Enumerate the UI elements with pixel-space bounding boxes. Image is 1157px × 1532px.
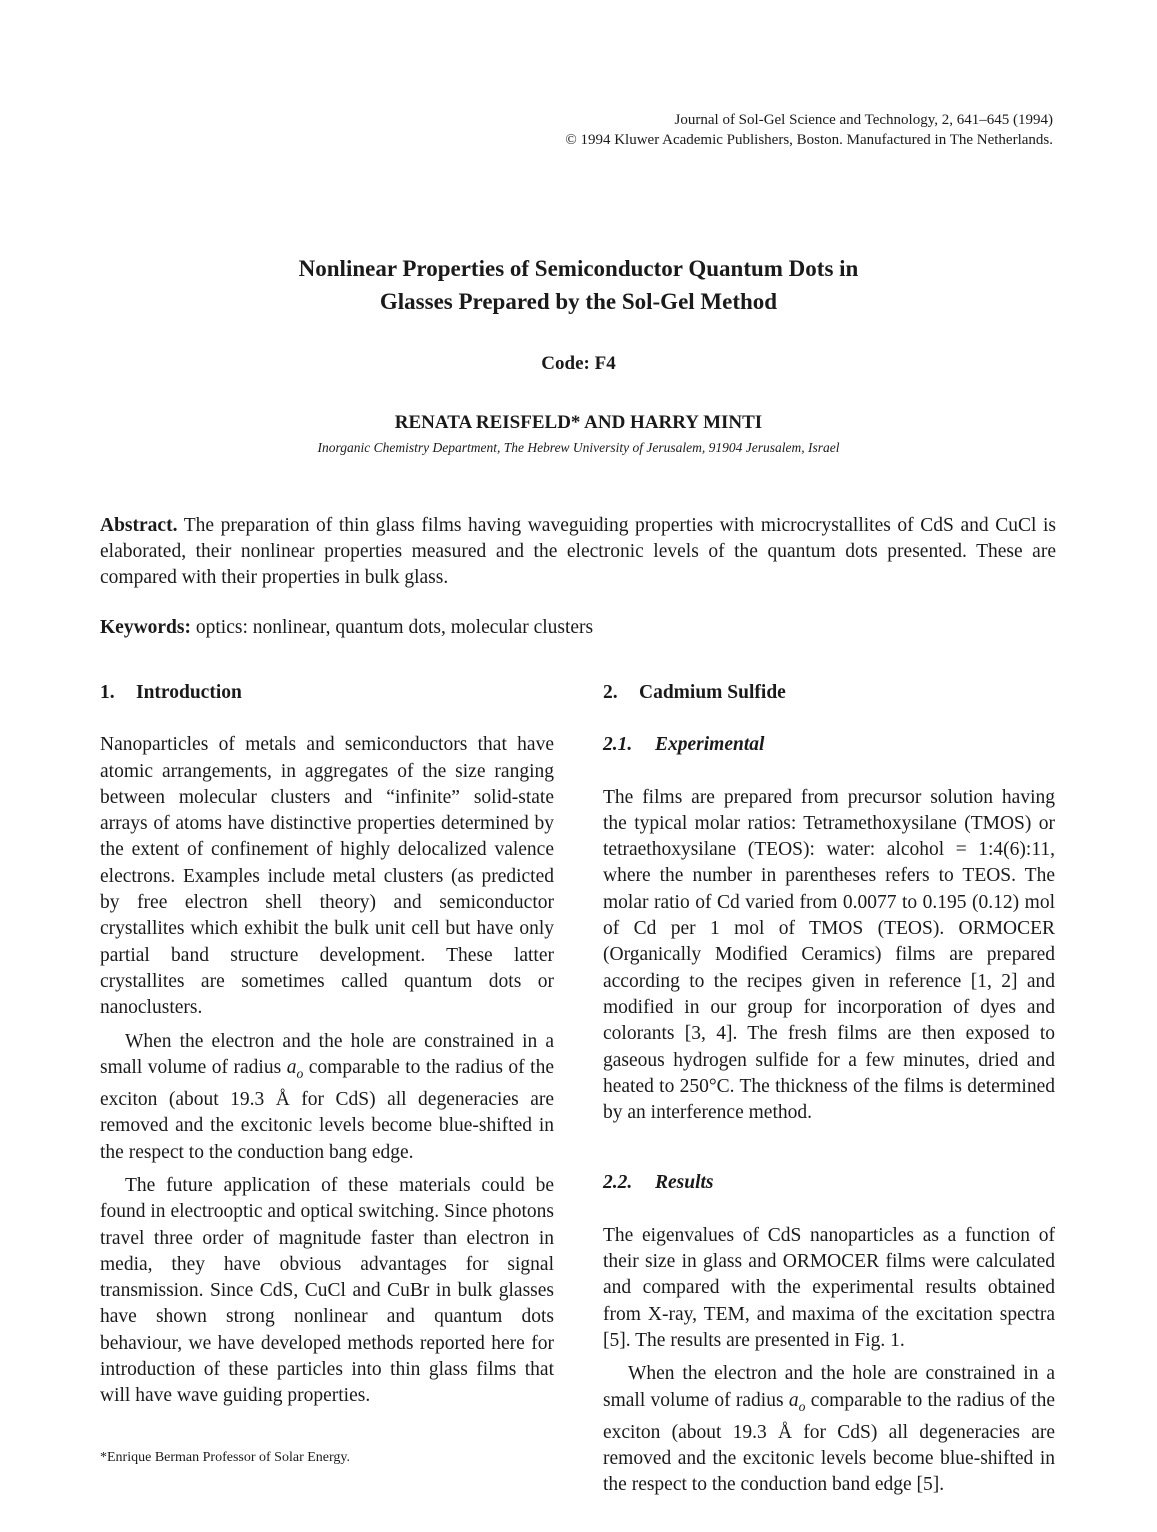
affiliation: Inorganic Chemistry Department, The Hebrew University of Jerusalem, 91904 Jerusalem, Israel: [317, 440, 840, 455]
intro-paragraph-1: Nanoparticles of metals and semiconductors that have atomic arrangements, in aggregates of the size ranging between molecular clusters and “infinite” solid-state arrays of atoms have distinctive properties determined by the extent of confinement of highly delocalized valence electrons. Examples include metal clusters (as predicted by free electron shell theory) and semiconductor crystallites which exhibit the bulk unit cell but have only partial band structure development. These latter crystallites are sometimes called quantum dots or nanoclusters.: [100, 734, 554, 1019]
keywords-label: Keywords:: [100, 617, 191, 638]
keywords: [100, 617, 1056, 639]
abstract: [100, 513, 1056, 591]
text-run: comparable to the radius of the exciton (about 19.3 Å for CdS) all degeneracies are removed and the excitonic levels become blue-shifted in the respect to the conduction bang edge.: [100, 1056, 554, 1163]
journal-citation: Journal of Sol-Gel Science and Technology, 2, 641–645 (1994): [674, 112, 1053, 128]
text-run: When the electron and the hole are constrained in a small volume of radius: [100, 1030, 554, 1078]
spacer: [603, 1126, 1055, 1170]
journal-header: [565, 110, 1053, 150]
subsection-title: Results: [655, 1172, 714, 1194]
abstract-text: The preparation of thin glass films having waveguiding properties with microcrystallites of CdS and CuCl is elaborated, their nonlinear properties measured and the electronic levels of the quantum dots presented. These are compared with their properties in bulk glass.: [100, 515, 1056, 588]
text-run: When the electron and the hole are constrained in a small volume of radius: [603, 1363, 1055, 1411]
radius-subscript: o: [296, 1065, 304, 1081]
section-number: 2.: [603, 682, 618, 703]
radius-subscript: o: [798, 1398, 806, 1414]
intro-paragraph-2: [100, 1029, 554, 1166]
subsection-number: 2.1.: [603, 734, 633, 756]
right-column: [603, 680, 1055, 1499]
section-heading-introduction: [100, 680, 554, 706]
abstract-label: Abstract.: [100, 515, 178, 536]
authors: RENATA REISFELD* AND HARRY MINTI: [394, 412, 763, 433]
subsection-heading-experimental: [603, 732, 1055, 758]
title-line-2: Glasses Prepared by the Sol-Gel Method: [379, 289, 778, 314]
copyright-line: © 1994 Kluwer Academic Publishers, Boston. Manufactured in The Netherlands.: [565, 132, 1053, 148]
intro-paragraph-3: The future application of these materials could be found in electrooptic and optical switching. Since photons travel three order of magnitude faster than electron in media, they have obvious advantages for signal transmission. Since CdS, CuCl and CuBr in bulk glasses have shown strong nonlinear and quantum dots behaviour, we have developed methods reported here for introduction of these particles into thin glass films that will have wave guiding properties.: [100, 1174, 554, 1407]
title-line-1: Nonlinear Properties of Semiconductor Quantum Dots in: [298, 256, 859, 281]
subsection-number: 2.2.: [603, 1172, 633, 1194]
section-title: Introduction: [136, 682, 242, 703]
section-heading-cadmium-sulfide: [603, 680, 1055, 706]
left-column: [100, 680, 554, 1410]
radius-variable: a: [286, 1056, 297, 1078]
subsection-title: Experimental: [655, 734, 765, 756]
paper-code: Code: F4: [541, 353, 616, 374]
subsection-heading-results: [603, 1170, 1055, 1196]
text-run: comparable to the radius of the exciton (about 19.3 Å for CdS) all degeneracies are removed and the excitonic levels become blue-shifted in the respect to the conduction band edge [5].: [603, 1389, 1055, 1496]
footnote: *Enrique Berman Professor of Solar Energy.: [100, 1450, 350, 1465]
results-paragraph-1: The eigenvalues of CdS nanoparticles as a function of their size in glass and ORMOCER films were calculated and compared with the experimental results obtained from X-ray, TEM, and maxima of the excitation spectra [5]. The results are presented in Fig. 1.: [603, 1224, 1055, 1351]
results-paragraph-2: [603, 1361, 1055, 1498]
radius-variable: a: [788, 1389, 799, 1411]
section-title: Cadmium Sulfide: [639, 682, 786, 703]
keywords-text: optics: nonlinear, quantum dots, molecular clusters: [195, 617, 594, 638]
paper-title: [0, 252, 1157, 318]
experimental-paragraph: The films are prepared from precursor solution having the typical molar ratios: Tetramethoxysilane (TMOS) or tetraethoxysilane (TEOS): water: alcohol = 1:4(6):11, where the number in parentheses refers to TEOS. The molar ratio of Cd varied from 0.0077 to 0.195 (0.12) mol of Cd per 1 mol of TMOS (TEOS). ORMOCER (Organically Modified Ceramics) films are prepared according to the recipes given in reference [1, 2] and modified in our group for incorporation of dyes and colorants [3, 4]. The fresh films are then exposed to gaseous hydrogen sulfide for a few minutes, dried and heated to 250°C. The thickness of the films is determined by an interference method.: [603, 786, 1055, 1124]
section-number: 1.: [100, 682, 115, 703]
